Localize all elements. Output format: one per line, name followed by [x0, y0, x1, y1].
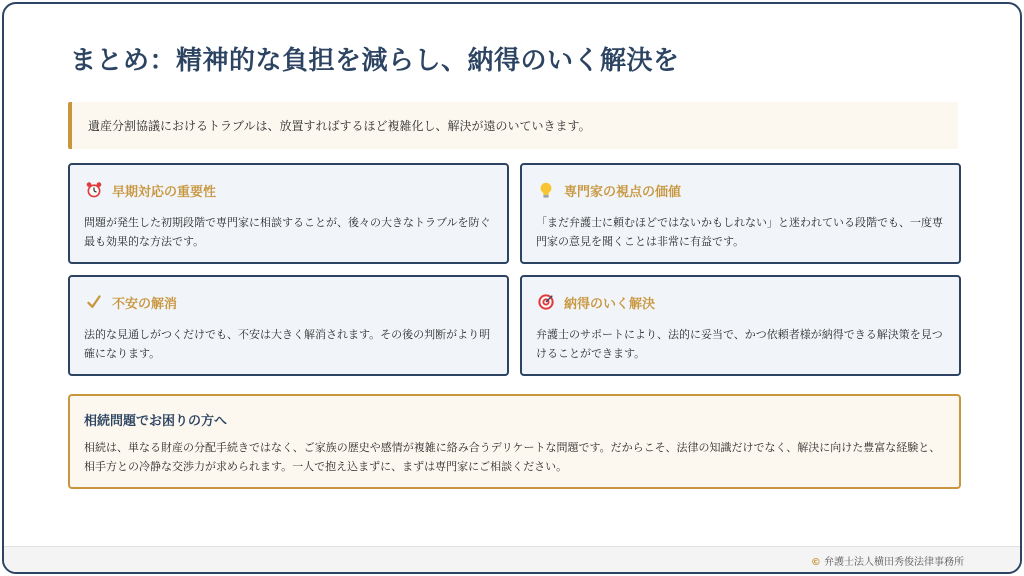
- card-expert-perspective: [520, 163, 961, 264]
- footer-bar: [4, 546, 1020, 573]
- intro-banner: [68, 102, 958, 149]
- alarm-clock-icon: [84, 180, 104, 200]
- card-body: 弁護士のサポートにより、法的に妥当で、かつ依頼者様が納得できる解決策を見つけることができます。: [536, 328, 943, 360]
- card-early-response: [68, 163, 509, 264]
- callout-title: 相続問題でお困りの方へ: [84, 414, 228, 429]
- copyright-notice: [811, 553, 964, 568]
- card-body: 問題が発生した初期段階で専門家に相談することが、後々の大きなトラブルを防ぐ最も効果的な方法です。: [84, 216, 491, 248]
- inheritance-callout: [68, 394, 961, 489]
- page-title: まとめ：精神的な負担を減らし、納得のいく解決を: [70, 46, 680, 76]
- slide-frame: [2, 2, 1022, 574]
- card-title: 専門家の視点の価値: [564, 184, 682, 200]
- light-bulb-icon: [536, 180, 556, 200]
- copyright-symbol: ©: [810, 557, 821, 568]
- card-body: 法的な見通しがつくだけでも、不安は大きく解消されます。その後の判断がより明確になります。: [84, 328, 491, 360]
- card-body: 「まだ弁護士に頼むほどではないかもしれない」と迷われている段階でも、一度専門家の意見を聞くことは非常に有益です。: [536, 216, 943, 248]
- intro-text: 遺産分割協議におけるトラブルは、放置すればするほど複雑化し、解決が遠のいていきます。: [88, 119, 591, 133]
- card-anxiety-relief: [68, 275, 509, 376]
- card-title: 早期対応の重要性: [112, 184, 217, 200]
- card-satisfactory-resolution: [520, 275, 961, 376]
- target-icon: [536, 292, 556, 312]
- check-mark-icon: [84, 292, 104, 312]
- copyright-text: 弁護士法人横田秀俊法律事務所: [824, 557, 964, 568]
- card-title: 不安の解消: [112, 296, 178, 312]
- card-title: 納得のいく解決: [564, 296, 656, 312]
- callout-body: 相続は、単なる財産の分配手続きではなく、ご家族の歴史や感情が複雑に絡み合うデリケートな問題です。だからこそ、法律の知識だけでなく、解決に向けた豊富な経験と、相手方との冷静な交渉力が求められます。一人で抱え込まずに、まずは専門家にご相談ください。: [84, 441, 941, 473]
